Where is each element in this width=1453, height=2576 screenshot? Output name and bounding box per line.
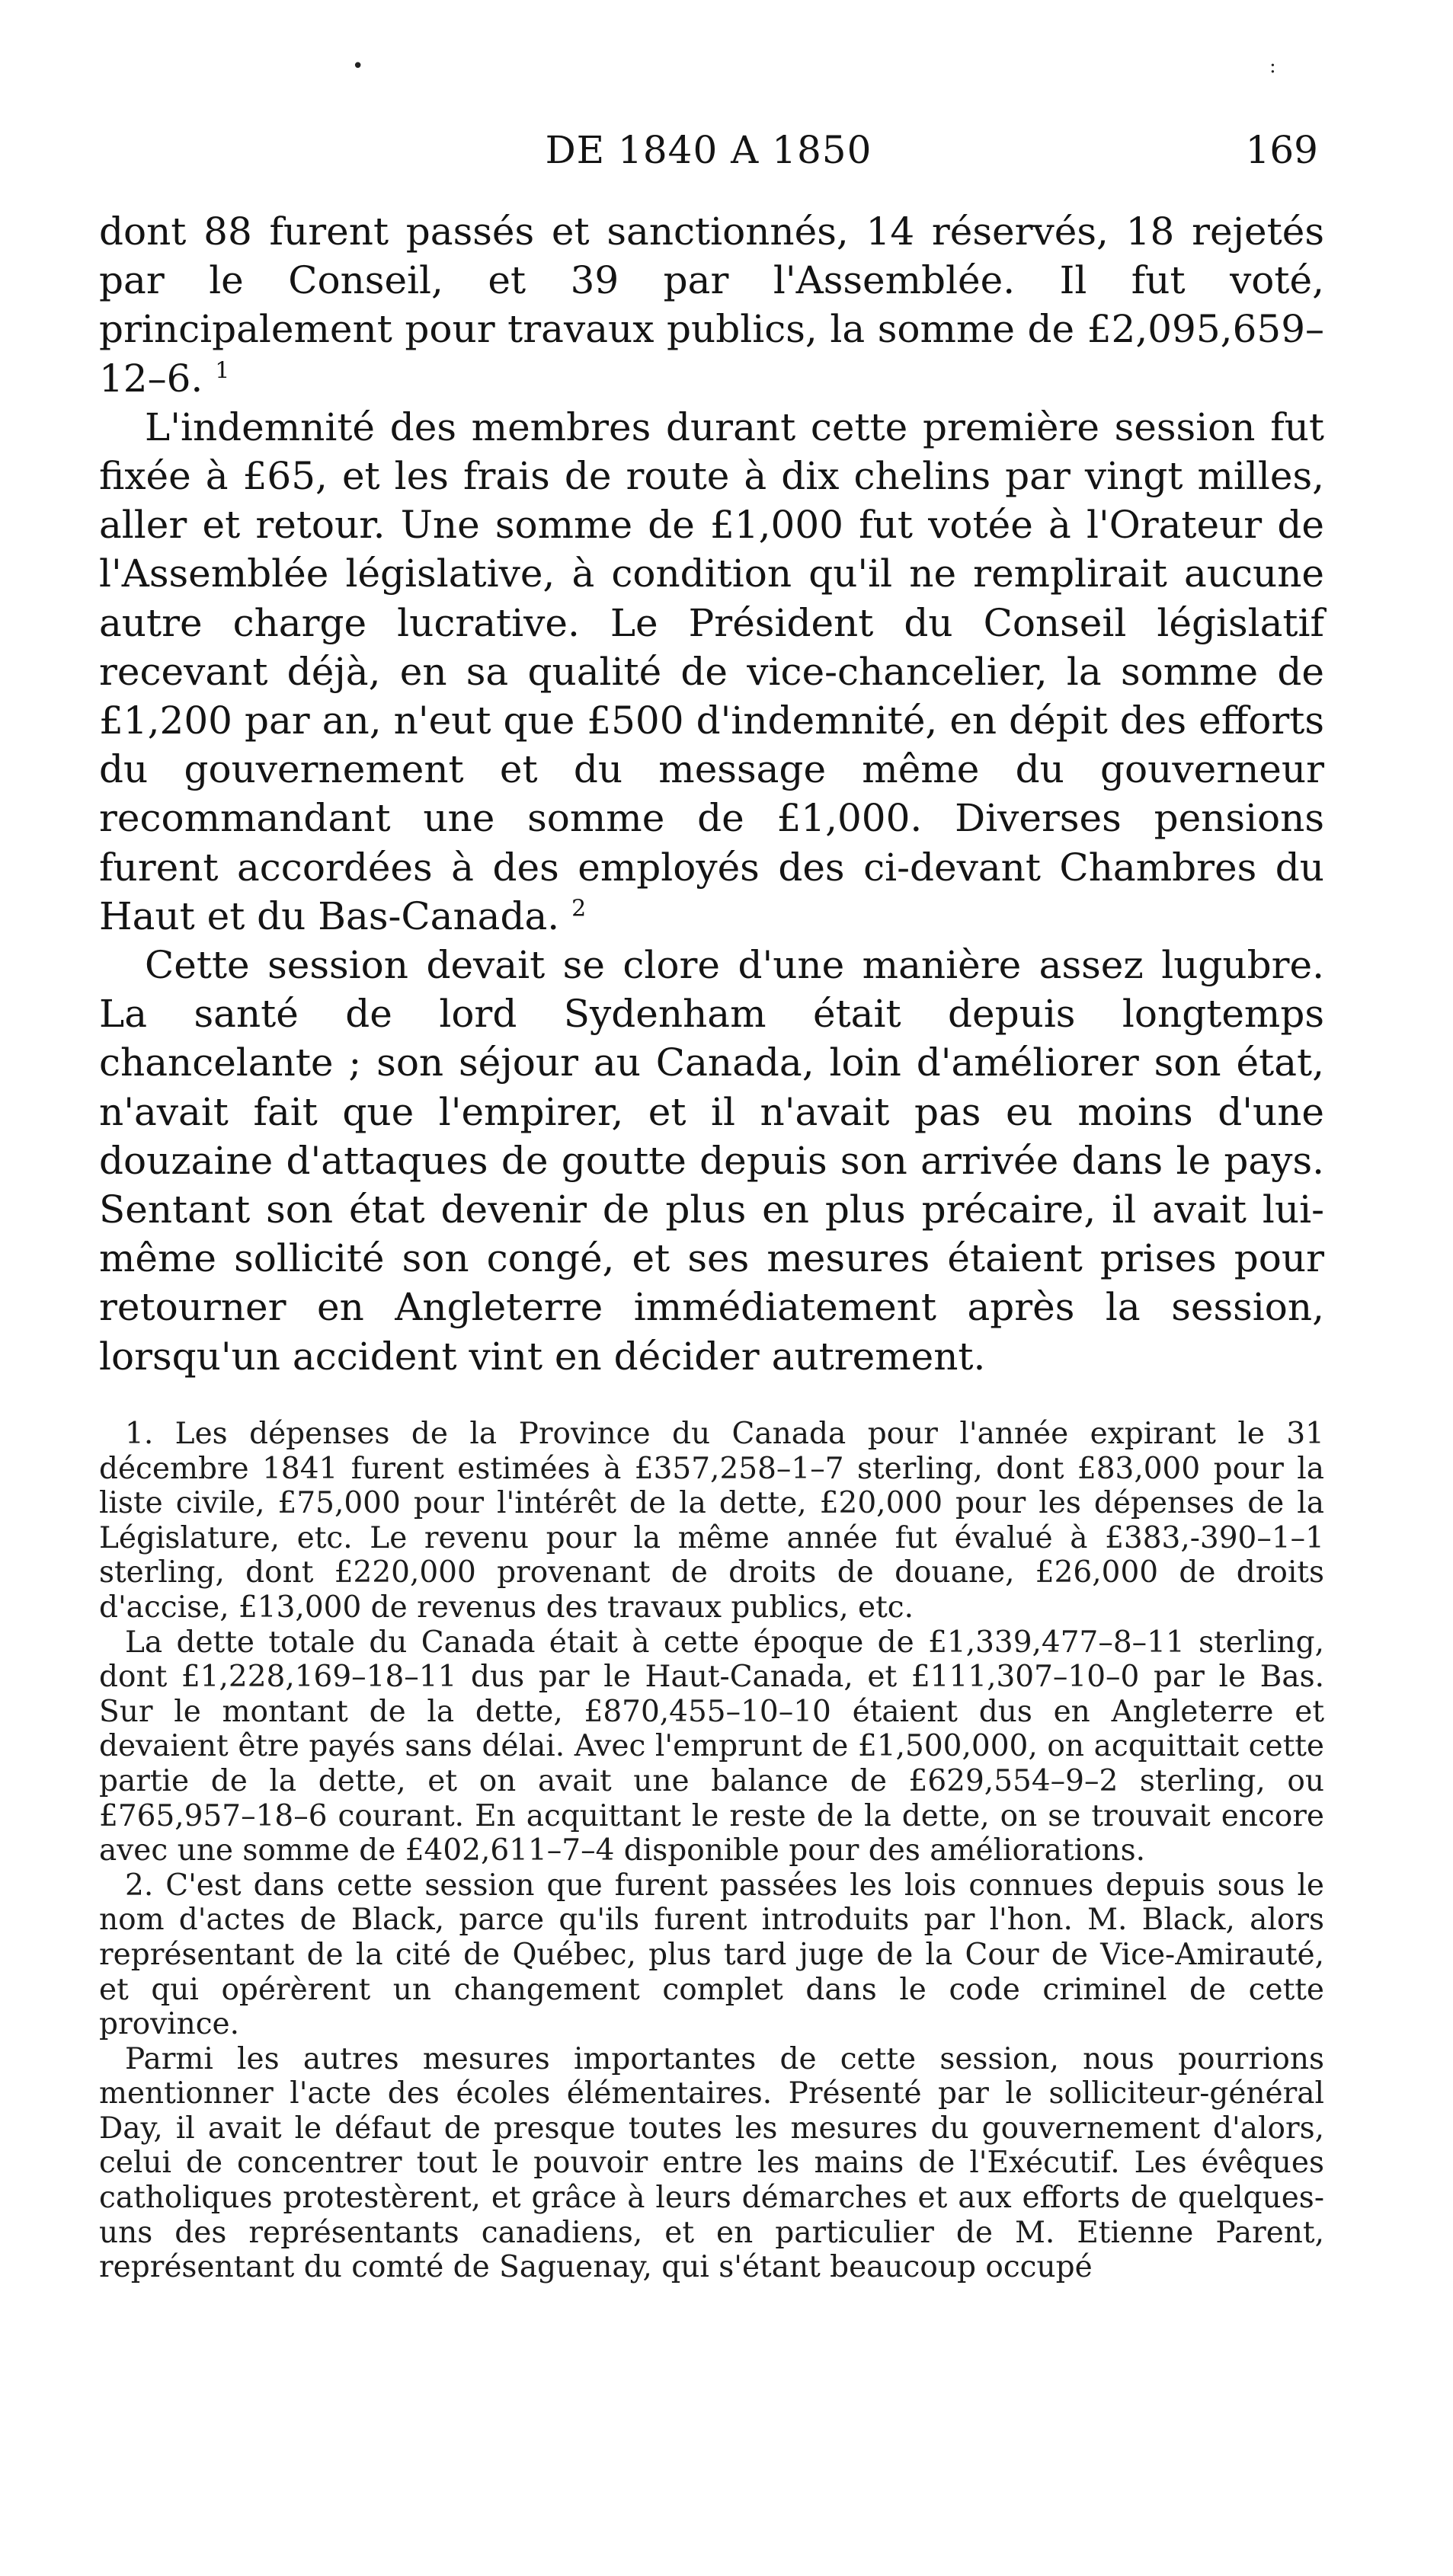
- paragraph-2-text: L'indemnité des membres durant cette première session fut fixée à £65, et les frais de route à dix chelins par vingt milles, aller et retour. Une somme de £1,000 fut votée à l'Orateur de l'Assemblée législative, à condition qu'il ne remplirait aucune autre charge lucrative. Le Président du Conseil législatif recevant déjà, en sa qualité de vice-chancelier, la somme de £1,200 par an, n'eut que £500 d'indemnité, en dépit des efforts du gouvernement et du message même du gouverneur recommandant une somme de £1,000. Diverses pensions furent accordées à des employés des ci-devant Chambres du Haut et du Bas-Canada.: [99, 404, 1324, 938]
- footnote-2: 2. C'est dans cette session que furent passées les lois connues depuis sous le nom d'actes de Black, parce qu'ils furent introduits par l'hon. M. Black, alors représentant de la cité de Québec, plus tard juge de la Cour de Vice-Amirauté, et qui opérèrent un changement complet dans le code criminel de cette province.: [99, 1868, 1324, 2042]
- footnote-1-continued: La dette totale du Canada était à cette époque de £1,339,477–8–11 sterling, dont £1,228,169–18–11 dus par le Haut-Canada, et £111,307–10–0 par le Bas. Sur le montant de la dette, £870,455–10–10 étaient dus en Angleterre et devaient être payés sans délai. Avec l'emprunt de £1,500,000, on acquittait cette partie de la dette, et on avait une balance de £629,554–9–2 sterling, ou £765,957–18–6 courant. En acquittant le reste de la dette, on se trouvait encore avec une somme de £402,611–7–4 disponible pour des améliorations.: [99, 1625, 1324, 1868]
- page-header: [99, 128, 1318, 181]
- print-mark-left: •: [352, 55, 364, 78]
- print-mark-right: :: [1269, 55, 1276, 78]
- footnote-1: 1. Les dépenses de la Province du Canada pour l'année expirant le 31 décembre 1841 furent estimées à £357,258–1–7 sterling, dont £83,000 pour la liste civile, £75,000 pour l'intérêt de la dette, £20,000 pour les dépenses de la Législature, etc. Le revenu pour la même année fut évalué à £383,-390–1–1 sterling, dont £220,000 provenant de droits de douane, £26,000 de droits d'accise, £13,000 de revenus des travaux publics, etc.: [99, 1417, 1324, 1625]
- page-number: 169: [1245, 128, 1318, 172]
- footnote-ref-2: 2: [571, 895, 587, 922]
- main-text: [99, 207, 1324, 1381]
- footnote-ref-1: 1: [215, 356, 230, 384]
- footnotes: [99, 1417, 1324, 2285]
- footnote-2-continued: Parmi les autres mesures importantes de cette session, nous pourrions mentionner l'acte des écoles élémentaires. Présenté par le solliciteur-général Day, il avait le défaut de presque toutes les mesures du gouvernement d'alors, celui de concentrer tout le pouvoir entre les mains de l'Exécutif. Les évêques catholiques protestèrent, et grâce à leurs démarches et aux efforts de quelques-uns des représentants canadiens, et en particulier de M. Etienne Parent, représentant du comté de Saguenay, qui s'étant beaucoup occupé: [99, 2041, 1324, 2285]
- paragraph-2: [99, 403, 1324, 941]
- paragraph-1: [99, 207, 1324, 403]
- running-title: DE 1840 A 1850: [545, 128, 872, 172]
- paragraph-1-text: dont 88 furent passés et sanctionnés, 14 réservés, 18 rejetés par le Conseil, et 39 par l'Assemblée. Il fut voté, principalement pour travaux publics, la somme de £2,095,659–12–6.: [99, 209, 1324, 401]
- paragraph-3: Cette session devait se clore d'une manière assez lugubre. La santé de lord Sydenham était depuis longtemps chancelante ; son séjour au Canada, loin d'améliorer son état, n'avait fait que l'empirer, et il n'avait pas eu moins d'une douzaine d'attaques de goutte depuis son arrivée dans le pays. Sentant son état devenir de plus en plus précaire, il avait lui-même sollicité son congé, et ses mesures étaient prises pour retourner en Angleterre immédiatement après la session, lorsqu'un accident vint en décider autrement.: [99, 943, 1324, 1379]
